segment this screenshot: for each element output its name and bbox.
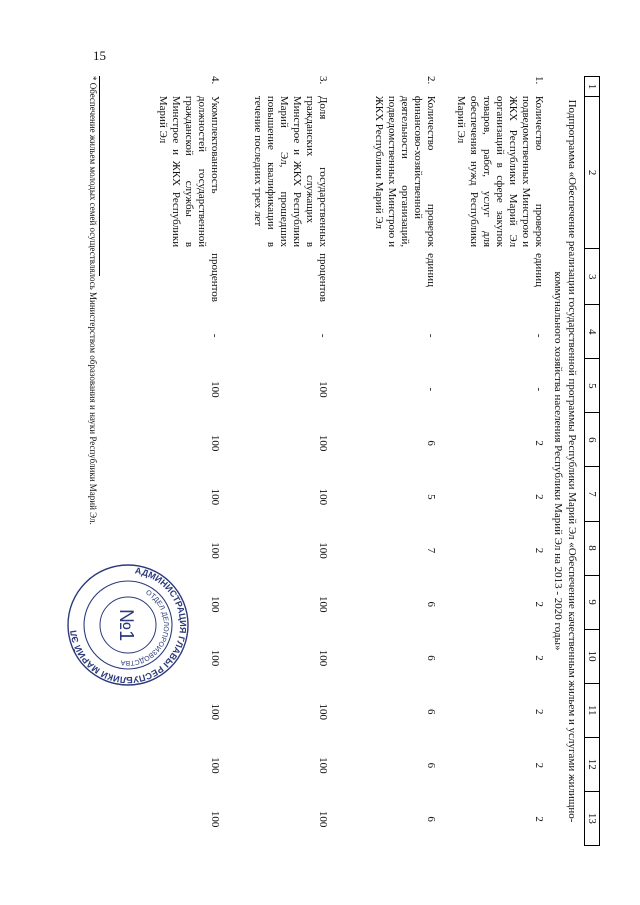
row-value: 100 [317,757,329,774]
col-header: 13 [585,791,600,845]
row-value: 2 [533,601,545,607]
row-value: - [317,333,329,338]
stamp-number: №1 [115,608,137,642]
col-header: 12 [585,737,600,791]
row-value: 2 [533,655,545,661]
row-name: Количество проверок финансово-хозяйственной деятельности организаций, подведомственных Минстрою и ЖКХ Республики Марий Эл [373,95,437,248]
row-number: 1. [533,76,545,85]
col-header: 4 [585,305,600,359]
table-row [329,76,437,846]
row-value: - [209,333,221,338]
row-value: 100 [209,649,221,667]
table-row [221,76,329,846]
row-value: 6 [425,601,437,607]
row-value: 100 [209,810,221,828]
col-header: 8 [585,521,600,575]
row-value: 5 [425,494,437,500]
row-value: 100 [317,703,329,720]
col-header: 9 [585,575,600,629]
row-value: 2 [533,762,545,769]
row-unit: единиц [533,253,545,287]
row-value: 100 [317,596,329,613]
row-value: 100 [317,649,329,667]
row-value: 2 [533,494,545,500]
row-value: 100 [317,381,329,398]
row-number: 2. [425,76,437,85]
row-value: 100 [317,488,329,506]
row-unit: процентов [317,253,329,302]
row-unit: единиц [425,253,437,287]
row-value: 6 [425,440,437,446]
row-value: 100 [209,434,221,452]
row-name: Доля государственных гражданских служащих в Минстрое и ЖКХ Республики Марий Эл, прошедших повышение квалификации в течение последних трех лет [252,95,329,248]
footnote-divider [99,76,100,276]
official-stamp [66,563,190,687]
row-name: Укомплектованность должностей государственной гражданской службы в Минстрое и ЖКХ Республики Марий Эл [157,95,221,248]
col-header: 6 [585,413,600,467]
row-number: 4. [209,76,221,85]
row-value: 2 [533,708,545,715]
col-header: 7 [585,467,600,521]
row-value: 7 [425,547,437,554]
stamp-outer-text: АДМИНИСТРАЦИЯ ГЛАВЫ РЕСПУБЛИКИ МАРИЙ ЭЛ [68,565,189,686]
row-value: 100 [209,596,221,613]
col-header: 11 [585,683,600,737]
row-value: 6 [425,762,437,769]
row-value: 100 [317,434,329,452]
row-value: 100 [209,381,221,398]
col-header: 2 [585,97,600,249]
row-name: Количество проверок подведомственных Минстрою и ЖКХ Республики Марий Эл организаций в сфере закупок товаров, работ, услуг для обеспечения нужд Республики Марий Эл [455,95,545,248]
header-column-numbers [584,76,600,846]
row-value: 100 [317,810,329,828]
table-row [437,76,545,846]
row-value: - [425,333,437,338]
col-header: 5 [585,359,600,413]
subprogram-title: Подпрограмма «Обеспечение реализации государственной программы Республики Марий Эл «Обеспечение качественным жильем и услугами жилищно-коммунального хозяйства населения Республики Марий Эл на 2013 - 2020 годы» [552,99,578,823]
row-value: 6 [425,816,437,822]
col-header: 3 [585,249,600,305]
rotated-table-page [68,76,600,846]
row-value: 2 [533,440,545,446]
footnote: * Обеспечение жильем молодых семей осуществлялось Министерством образования и науки Республики Марий Эл. [88,76,98,525]
row-value: 100 [209,488,221,506]
row-value: 6 [425,655,437,661]
table-row [113,76,221,846]
row-value: 2 [533,816,545,822]
row-value: 100 [209,542,221,559]
row-value: - [425,387,437,392]
row-value: 6 [425,708,437,715]
row-unit: процентов [209,253,221,302]
row-value: - [533,333,545,338]
page-number: 15 [93,48,106,63]
row-value: 2 [533,547,545,554]
col-header: 1 [585,77,600,97]
row-value: 100 [317,542,329,559]
row-value: - [533,387,545,392]
row-number: 3. [317,76,329,85]
stamp-inner-text: ОТДЕЛ ДЕЛОПРОИЗВОДСТВА [120,589,170,667]
row-value: 100 [209,703,221,720]
col-header: 10 [585,629,600,683]
row-value: 100 [209,757,221,774]
